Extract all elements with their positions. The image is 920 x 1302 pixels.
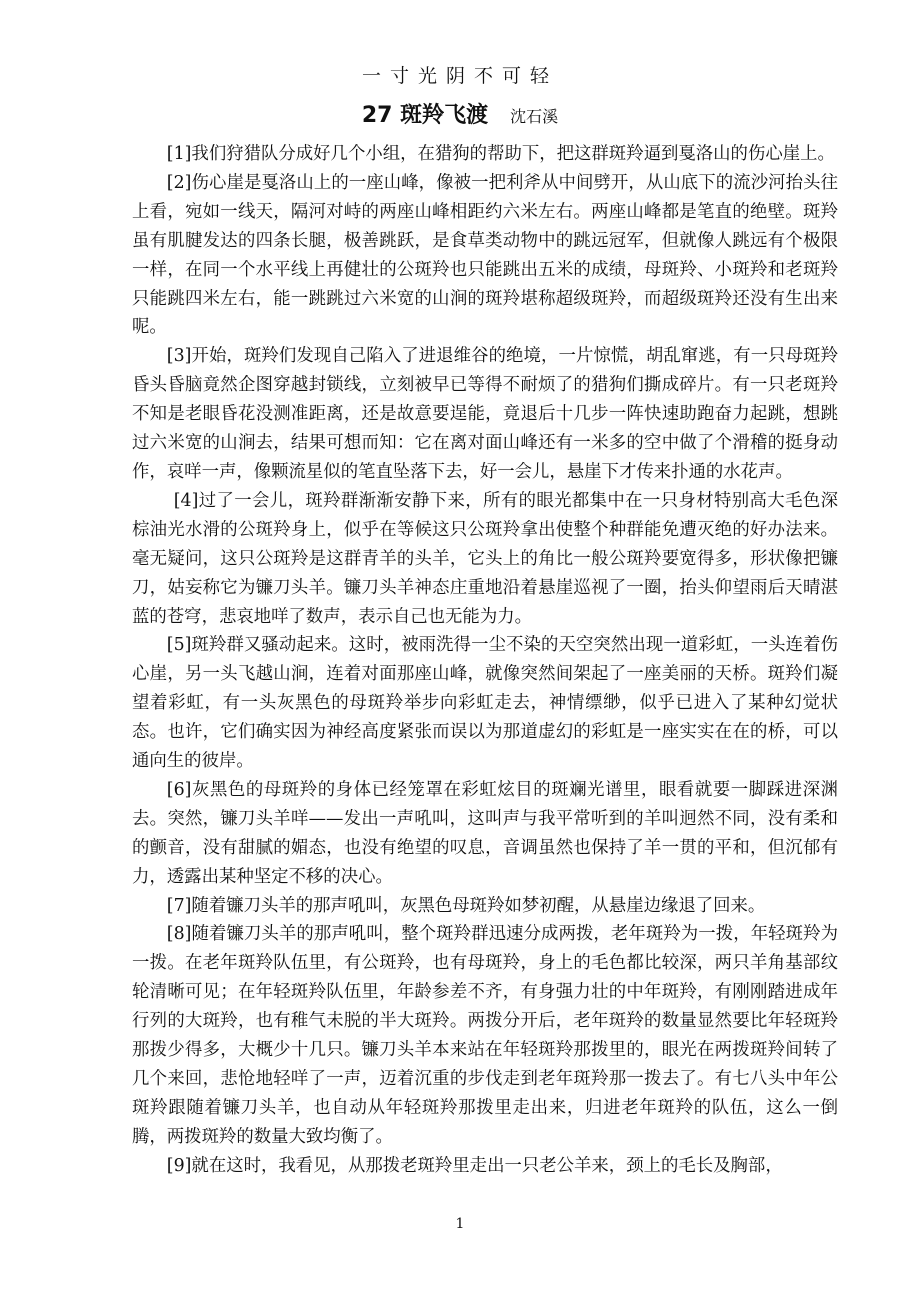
- paragraph-4: [4]过了一会儿，斑羚群渐渐安静下来，所有的眼光都集中在一只身材特别高大毛色深棕油光水滑的公斑羚身上，似乎在等候这只公斑羚拿出使整个种群能免遭灭绝的好办法来。毫无疑问，这只公斑羚是这群青羊的头羊，它头上的角比一般公斑羚要宽得多，形状像把镰刀，姑妄称它为镰刀头羊。镰刀头羊神态庄重地沿着悬崖巡视了一圈，抬头仰望雨后天晴湛蓝的苍穹，悲哀地咩了数声，表示自己也无能为力。: [132, 490, 838, 627]
- article-title: 27 斑羚飞渡: [361, 103, 489, 128]
- paragraph-5: [5]斑羚群又骚动起来。这时，被雨洗得一尘不染的天空突然出现一道彩虹，一头连着伤心崖，另一头飞越山涧，连着对面那座山峰，就像突然间架起了一座美丽的天桥。斑羚们凝望着彩虹，有一头灰黑色的母斑羚举步向彩虹走去，神情缥缈，似乎已进入了某种幻觉状态。也许，它们确实因为神经高度紧张而误以为那道虚幻的彩虹是一座实实在在的桥，可以通向生的彼岸。: [132, 635, 838, 772]
- paragraph-6: [6]灰黑色的母斑羚的身体已经笼罩在彩虹炫目的斑斓光谱里，眼看就要一脚踩进深渊去。突然，镰刀头羊咩——发出一声吼叫，这叫声与我平常听到的羊叫迥然不同，没有柔和的颤音，没有甜腻的媚态，也没有绝望的叹息，音调虽然也保持了羊一贯的平和，但沉郁有力，透露出某种坚定不移的决心。: [132, 779, 838, 887]
- paragraph-7: [7]随着镰刀头羊的那声吼叫，灰黑色母斑羚如梦初醒，从悬崖边缘退了回来。: [166, 895, 766, 916]
- paragraph-8: [8]随着镰刀头羊的那声吼叫，整个斑羚群迅速分成两拨，老年斑羚为一拨，年轻斑羚为一拨。在老年斑羚队伍里，有公斑羚，也有母斑羚，身上的毛色都比较深，两只羊角基部纹轮清晰可见；在年轻斑羚队伍里，年龄参差不齐，有身强力壮的中年斑羚，有刚刚踏进成年行列的大斑羚，也有稚气未脱的半大斑羚。两拨分开后，老年斑羚的数量显然要比年轻斑羚那拨少得多，大概少十几只。镰刀头羊本来站在年轻斑羚那拨里的，眼光在两拨斑羚间转了几个来回，悲怆地轻咩了一声，迈着沉重的步伐走到老年斑羚那一拨去了。有七八头中年公斑羚跟随着镰刀头羊，也自动从年轻斑羚那拨里走出来，归进老年斑羚的队伍，这么一倒腾，两拨斑羚的数量大致均衡了。: [132, 924, 838, 1147]
- page-header-motto: 一寸光阴不可轻: [361, 65, 558, 87]
- page-number: 1: [455, 1216, 465, 1232]
- article-author: 沈石溪: [510, 107, 559, 126]
- article-title-row: [0, 100, 920, 133]
- article-body: [132, 140, 838, 1181]
- paragraph-3: [3]开始，斑羚们发现自己陷入了进退维谷的绝境，一片惊慌，胡乱窜逃，有一只母斑羚昏头昏脑竟然企图穿越封锁线，立刻被早已等得不耐烦了的猎狗们撕成碎片。有一只老斑羚不知是老眼昏花没测准距离，还是故意要逞能，竟退后十几步一阵快速助跑奋力起跳，想跳过六米宽的山涧去，结果可想而知：它在离对面山峰还有一米多的空中做了个滑稽的挺身动作，哀咩一声，像颗流星似的笔直坠落下去，好一会儿，悬崖下才传来扑通的水花声。: [132, 346, 838, 482]
- paragraph-1: [1]我们狩猎队分成好几个小组，在猎狗的帮助下，把这群斑羚逼到戛洛山的伤心崖上。: [166, 144, 835, 164]
- paragraph-9: [9]就在这时，我看见，从那拨老斑羚里走出一只老公羊来，颈上的毛长及胸部，: [166, 1155, 783, 1176]
- paragraph-2: [2]伤心崖是戛洛山上的一座山峰，像被一把利斧从中间劈开，从山底下的流沙河抬头往上看，宛如一线天，隔河对峙的两座山峰相距约六米左右。两座山峰都是笔直的绝壁。斑羚虽有肌腱发达的四条长腿，极善跳跃，是食草类动物中的跳远冠军，但就像人跳远有个极限一样，在同一个水平线上再健壮的公斑羚也只能跳出五米的成绩，母斑羚、小斑羚和老斑羚只能跳四米左右，能一跳跳过六米宽的山涧的斑羚堪称超级斑羚，而超级斑羚还没有生出来呢。: [132, 172, 838, 338]
